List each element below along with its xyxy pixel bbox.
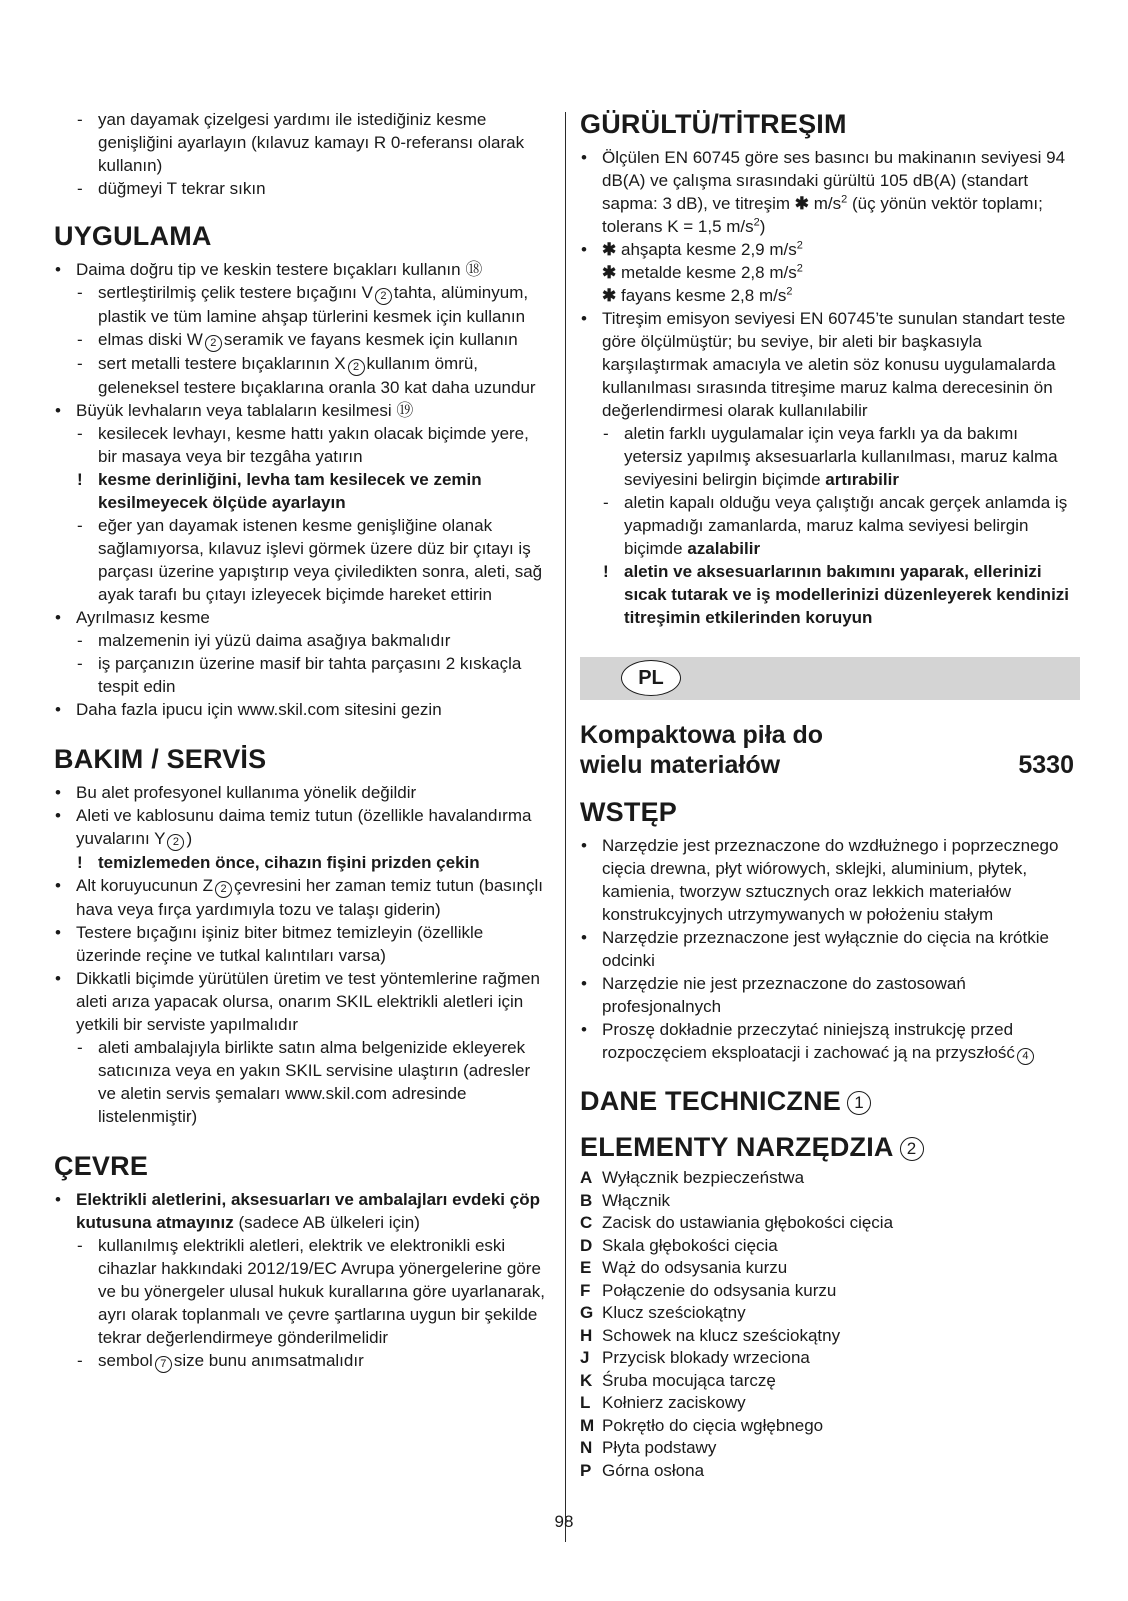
list-item: • Alt koruyucunun Z 2 çevresini her zaman temiz tutun (basınçlı hava veya fırça yardımıyla tozu ve talaşı giderin) <box>54 874 552 921</box>
list-item: - kesilecek levhayı, kesme hattı yakın olacak biçimde yere, bir masaya veya bir tezgâha yatırın <box>54 422 552 468</box>
list-item: • Proszę dokładnie przeczytać niniejszą instrukcję przed rozpoczęciem eksploatacji i zachować ją na przyszłość 4 <box>580 1018 1074 1065</box>
list-item: • Narzędzie nie jest przeznaczone do zastosowań profesjonalnych <box>580 972 1074 1018</box>
page-number: 98 <box>554 1512 574 1531</box>
figure-ref-icon: 4 <box>1017 1048 1034 1065</box>
part-letter: N <box>580 1438 593 1457</box>
parts-list <box>580 1167 1074 1482</box>
list-item: - aletin kapalı olduğu veya çalıştığı ancak gerçek anlamda iş yapmadığı zamanlarda, maruz kalma seviyesi belirgin biçimde azalabilir <box>580 491 1074 560</box>
parts-list-item <box>580 1392 1074 1415</box>
list-item: • Narzędzie jest przeznaczone do wzdłużnego i poprzecznego cięcia drewna, płyt wiórowych, sklejki, aluminium, płytek, kamienia, tworzyw sztucznych oraz lekkich materiałów konstrukcyjnych utrzymywanych w położeniu stałym <box>580 834 1074 926</box>
section-heading-cevre: ÇEVRE <box>54 1151 149 1181</box>
list-item: • Ölçülen EN 60745 göre ses basıncı bu makinanın seviyesi 94 dB(A) ve çalışma sırasındaki gürültü 105 dB(A) (standart sapma: 3 dB), ve titreşim ✱ $m/s^2$ (üç yönün vektör toplamı; tolerans K = 1,5 $m/s^2$) <box>580 146 1074 238</box>
column-divider <box>565 112 566 1542</box>
part-letter: F <box>580 1280 591 1300</box>
figure-ref-icon: 2 <box>375 288 392 305</box>
list-item: - düğmeyi T tekrar sıkın <box>54 177 552 200</box>
part-label: Włącznik <box>602 1190 671 1210</box>
part-label: Klucz sześciokątny <box>602 1303 746 1322</box>
warning-item: ! temizlemeden önce, cihazın fişini prizden çekin <box>54 851 552 874</box>
part-letter: H <box>580 1325 593 1345</box>
part-label: Płyta podstawy <box>602 1438 717 1457</box>
list-item: • Ayrılmasız kesme <box>54 606 552 629</box>
part-label: Skala głębokości cięcia <box>602 1235 778 1255</box>
part-label: Śruba mocująca tarczę <box>602 1370 776 1390</box>
list-item: - elmas diski W 2 seramik ve fayans kesmek için kullanın <box>54 328 552 352</box>
part-letter: P <box>580 1460 592 1480</box>
parts-list-item <box>580 1302 1074 1325</box>
part-label: Zacisk do ustawiania głębokości cięcia <box>602 1213 894 1232</box>
parts-list-item <box>580 1235 1074 1258</box>
asterisk-icon: ✱ <box>794 194 809 213</box>
left-column <box>54 108 552 1373</box>
section-heading-bakim: BAKIM / SERVİS <box>54 744 267 774</box>
section-heading-elementy: ELEMENTY NARZĘDZIA 2 <box>580 1131 1074 1163</box>
list-item: • Titreşim emisyon seviyesi EN 60745’te sunulan standart teste göre ölçülmüştür; bu seviye, bir aleti bir başkasıyla karşılaştırmak amacıyla ve aletin söz konusu uygulamalarda kullanılması sırasında titreşime maruz kalma derecesinin ön değerlendirmesi olarak kullanılabilir <box>580 307 1074 422</box>
part-letter: K <box>580 1370 593 1390</box>
parts-list-item <box>580 1347 1074 1370</box>
right-column <box>580 108 1074 1482</box>
part-label: Połączenie do odsysania kurzu <box>602 1280 837 1300</box>
part-label: Kołnierz zaciskowy <box>602 1393 746 1412</box>
vibration-value: ✱ metalde kesme 2,8 $m/s^2$ <box>602 262 803 282</box>
parts-list-item <box>580 1257 1074 1280</box>
list-item: • Daima doğru tip ve keskin testere bıçakları kullanın ⑱ <box>54 258 552 281</box>
list-item: • Elektrikli aletlerini, aksesuarları ve ambalajları evdeki çöp kutusuna atmayınız (sadece AB ülkeleri için) <box>54 1188 552 1234</box>
part-label: Przycisk blokady wrzeciona <box>602 1348 810 1367</box>
list-item: - sert metalli testere bıçaklarının X 2 kullanım ömrü, geleneksel testere bıçaklarına oranla 30 kat daha uzundur <box>54 352 552 399</box>
list-item: - iş parçanızın üzerine masif bir tahta parçasını 2 kıskaçla tespit edin <box>54 652 552 698</box>
figure-ref-icon: 2 <box>215 881 232 898</box>
part-letter: L <box>580 1393 591 1412</box>
figure-ref-icon: 7 <box>155 1356 172 1373</box>
parts-list-item <box>580 1437 1074 1460</box>
figure-ref: ⑲ <box>396 401 414 420</box>
parts-list-item <box>580 1190 1074 1213</box>
section-heading-uygulama: UYGULAMA <box>54 221 212 251</box>
section-heading-dane: DANE TECHNICZNE 1 <box>580 1085 1074 1117</box>
list-item: • Aleti ve kablosunu daima temiz tutun (özellikle havalandırma yuvalarını Y 2 ) <box>54 804 552 851</box>
list-item: - malzemenin iyi yüzü daima asağıya bakmalıdır <box>54 629 552 652</box>
list-item: - aletin farklı uygulamalar için veya farklı ya da bakımı yetersiz yapılmış aksesuarlarla kullanılması, maruz kalma seviyesini belirgin biçimde artırabilir <box>580 422 1074 491</box>
list-item: - eğer yan dayamak istenen kesme genişliğine olanak sağlamıyorsa, kılavuz işlevi görmek üzere düz bir çıtayı iş parçası üzerine yapıştırıp veya çiviledikten sonra, aleti, sağ ayak tarafı bu çıtayı izleyecek biçimde hareket ettirin <box>54 514 552 606</box>
warning-item: ! aletin ve aksesuarlarının bakımını yaparak, ellerinizi sıcak tutarak ve iş modellerinizi düzenleyerek kendinizi titreşimin etkilerinden koruyun <box>580 560 1074 629</box>
parts-list-item <box>580 1325 1074 1348</box>
parts-list-item <box>580 1460 1074 1483</box>
part-letter: J <box>580 1348 590 1367</box>
figure-ref-icon: 1 <box>847 1091 871 1115</box>
figure-ref-icon: 2 <box>205 335 222 352</box>
language-band <box>580 657 1080 700</box>
part-label: Wyłącznik bezpieczeństwa <box>602 1168 805 1187</box>
asterisk-icon: ✱ <box>602 286 617 305</box>
list-item: • Bu alet profesyonel kullanıma yönelik değildir <box>54 781 552 804</box>
list-item: • Daha fazla ipucu için www.skil.com sitesini gezin <box>54 698 552 721</box>
section-heading-gurultu: GÜRÜLTÜ/TİTREŞIM <box>580 109 847 139</box>
vibration-value: • ✱ ahşapta kesme 2,9 $m/s^2$ <box>580 238 1074 261</box>
part-letter: D <box>580 1235 593 1255</box>
part-label: Pokrętło do cięcia wgłębnego <box>602 1415 824 1435</box>
part-label: Schowek na klucz sześciokątny <box>602 1325 841 1345</box>
part-letter: E <box>580 1258 592 1277</box>
figure-ref-icon: 2 <box>167 834 184 851</box>
vibration-value: ✱ fayans kesme 2,8 $m/s^2$ <box>602 285 793 305</box>
part-letter: M <box>580 1415 595 1435</box>
list-item: - aleti ambalajıyla birlikte satın alma belgenizide ekleyerek satıcınıza veya en yakın SKIL servisine ulaştırın (adresler ve aletin servis şemaları www.skil.com adresinde listelenmiştir) <box>54 1036 552 1128</box>
parts-list-item <box>580 1370 1074 1393</box>
asterisk-icon: ✱ <box>602 240 617 259</box>
list-item: • Büyük levhaların veya tablaların kesilmesi ⑲ <box>54 399 552 422</box>
part-letter: G <box>580 1303 594 1322</box>
list-item: • Dikkatli biçimde yürütülen üretim ve test yöntemlerine rağmen aleti arıza yapacak olursa, onarım SKIL elektrikli aletleri için yetkili bir serviste yapılmalıdır <box>54 967 552 1036</box>
parts-list-item <box>580 1212 1074 1235</box>
list-item: • Narzędzie przeznaczone jest wyłącznie do cięcia na krótkie odcinki <box>580 926 1074 972</box>
section-heading-wstep: WSTĘP <box>580 797 678 827</box>
model-number: 5330 <box>1018 751 1074 779</box>
part-letter: C <box>580 1213 593 1232</box>
list-item: • Testere bıçağını işiniz biter bitmez temizleyin (özellikle üzerinde reçine ve tutkal kalıntıları varsa) <box>54 921 552 967</box>
parts-list-item <box>580 1167 1074 1190</box>
parts-list-item <box>580 1280 1074 1303</box>
figure-ref-icon: 2 <box>348 359 365 376</box>
figure-ref: ⑱ <box>465 260 483 279</box>
parts-list-item <box>580 1415 1074 1438</box>
part-letter: B <box>580 1190 593 1210</box>
part-label: Wąż do odsysania kurzu <box>602 1258 788 1277</box>
list-item: - kullanılmış elektrikli aletleri, elektrik ve elektronikli eski cihazlar hakkındaki 2012/19/EC Avrupa yönergelerine göre ve bu yönergeler ulusal hukuk kurallarına göre uyarlanarak, ayrı olarak toplanmalı ve çevre şartlarına uygun bir şekilde tekrar değerlendirmeye gönderilmelidir <box>54 1234 552 1349</box>
language-badge: PL <box>621 660 681 696</box>
part-label: Górna osłona <box>602 1460 705 1480</box>
list-item: - yan dayamak çizelgesi yardımı ile istediğiniz kesme genişliğini ayarlayın (kılavuz kamayı R 0-referansı olarak kullanın) <box>54 108 552 177</box>
product-title: Kompaktowa piła do wielu materiałów 5330 <box>580 721 1074 779</box>
warning-item: ! kesme derinliğini, levha tam kesilecek ve zemin kesilmeyecek ölçüde ayarlayın <box>54 468 552 514</box>
list-item: - sertleştirilmiş çelik testere bıçağını V 2 tahta, alüminyum, plastik ve tüm lamine ahşap türlerini kesmek için kullanın <box>54 281 552 328</box>
list-item: - sembol 7 size bunu anımsatmalıdır <box>54 1349 552 1373</box>
figure-ref-icon: 2 <box>900 1137 924 1161</box>
part-letter: A <box>580 1168 593 1187</box>
asterisk-icon: ✱ <box>602 263 617 282</box>
